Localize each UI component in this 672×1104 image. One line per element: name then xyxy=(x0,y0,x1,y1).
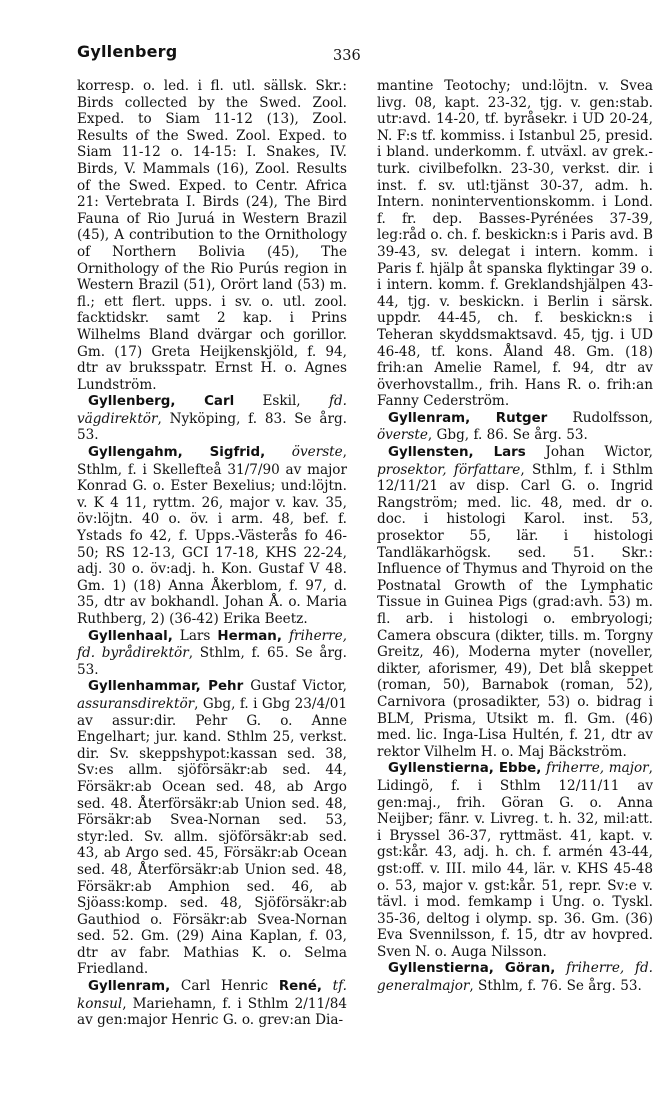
entry-continuation xyxy=(377,78,653,410)
entry-headword: Gyllenram, xyxy=(88,979,171,995)
entry-title: assuransdirektör xyxy=(77,695,195,712)
entry-gyllenram-rutger xyxy=(377,410,653,444)
entry-title: prosektor, författare xyxy=(377,461,521,478)
entry-headword: Gyllenberg, Carl xyxy=(88,394,235,410)
entry-headword: Gyllenhaal, xyxy=(88,628,173,644)
entry-title: friherre, fd. byrådirektör xyxy=(77,627,347,662)
entry-text: , Nyköping, f. 83. Se årg. 53. xyxy=(77,410,347,444)
entry-headword-given-name: René, xyxy=(278,979,322,995)
entry-title: överste xyxy=(377,427,428,444)
entry-text: Lars xyxy=(172,627,218,644)
entry-text: , Sthlm, f. 65. Se årg. 53. xyxy=(77,645,347,678)
entry-gyllenstierna-goran xyxy=(377,960,653,994)
entry-gyllenram-rene xyxy=(77,978,347,1029)
entry-text: , Gbg, f. i Gbg 23/4/01 av assur:dir. Pehr G. o. Anne Engelhart; jur. kand. Sthlm 25, verkst. dir. Sv. skeppshypot:kassan sed. 38, Sv:es allm. sjöförsäkr:ab sed. 44, Försäkr:ab Ocean sed. 48, ab Argo sed. 48. Återförsäkr:ab Union sed. 48, Försäkr:ab Svea-Nornan sed. 53, styr:led. Sv. allm. sjöförsäkr:ab sed. 43, ab Argo sed. 45, Försäkr:ab Ocean sed. 48, Återförsäkr:ab Union sed. 48, Försäkr:ab Amphion sed. 46, ab Sjöass:komp. sed. 48, Sjöförsäkr:ab Gauthiod o. Försäkr:ab Svea-Nornan sed. 52. Gm. (29) Aina Kaplan, f. 03, dtr av fabr. Mathias K. o. Selma Friedland. xyxy=(77,695,347,978)
entry-text: Carl Henric xyxy=(170,978,279,995)
entry-headword: Gyllensten, Lars xyxy=(388,445,526,461)
entry-text: , Mariehamn, f. i Sthlm 2/11/84 av gen:major Henric G. o. grev:an Dia- xyxy=(77,995,347,1029)
entry-text: , Gbg, f. 86. Se årg. 53. xyxy=(427,427,588,444)
left-column xyxy=(77,78,347,1029)
entry-title: friherre, major xyxy=(546,760,649,777)
running-head: Gyllenberg xyxy=(77,42,178,61)
entry-continuation xyxy=(77,78,347,393)
entry-headword: Gyllenstierna, Ebbe, xyxy=(388,761,542,777)
entry-headword: Gyllengahm, Sigfrid, xyxy=(88,445,266,461)
entry-gyllengahm-sigfrid xyxy=(77,444,347,628)
entry-text xyxy=(265,444,292,460)
entry-text: korresp. o. led. i fl. utl. sällsk. Skr.: Birds collected by the Swed. Zool. Exped. to Siam 11-12 (13), Zool. Results of the Swed. Zool. Exped. to Siam 11-12 o. 14-15: I. Snakes, IV. Birds, V. Mammals (16), Zool. Results of the Swed. Exped. to Centr. Africa 21: Vertebrata I. Birds (24), The Bird Fauna of Rio Juruá in Western Brazil (45), A contribution to the Ornithology of Northern Bolivia (45), The Ornithology of the Rio Purús region in Western Brazil (51), Orört land (53) m. fl.; ett flert. upps. i sv. o. utl. zool. facktidskr. samt 2 kap. i Prins Wilhelms Bland dvärgar och gorillor. Gm. (17) Greta Heijkenskjöld, f. 94, dtr av bruksspatr. Ernst H. o. Agnes Lundström. xyxy=(77,78,347,393)
entry-text: , Lidingö, f. i Sthlm 12/11/11 av gen:maj., frih. Göran G. o. Anna Neijber; fänr. v. Livreg. t. h. 32, mil:att. i Bryssel 36-37, ryttmäst. 41, kapt. v. gst:kår. 43, adj. h. ch. f. armén 43-44, gst:off. v. III. milo 44, lär. v. KHS 45-48 o. 53, major v. gst:kår. 51, repr. Sv:e v. tävl. i mod. femkamp i Ung. o. Tyskl. 35-36, deltog i olymp. sp. 36. Gm. (36) Eva Svennilsson, f. 15, dtr av hovpred. Sven N. o. Auga Nilsson. xyxy=(377,760,653,960)
entry-gyllenhammar-pehr xyxy=(77,678,347,978)
entry-text xyxy=(555,960,566,976)
entry-text: , Sthlm, f. 76. Se årg. 53. xyxy=(469,978,642,995)
entry-headword: Gyllenhammar, Pehr xyxy=(88,679,244,695)
entry-text: , Sthlm, f. i Skellefteå 31/7/90 av major Konrad G. o. Ester Bexelius; und:löjtn. v. K 4 11, ryttm. 26, major v. kav. 35, öv:löjtn. 40 o. öv. i arm. 48, bef. f. Ystads fo 42, f. Upps.-Västerås fo 46-50; RS 12-13, GCI 17-18, KHS 22-24, adj. 30 o. öv:adj. h. Kon. Gustaf V 48. Gm. 1) (18) Anna Åkerblom, f. 97, d. 35, dtr av bokhandl. Johan Å. o. Maria Ruthberg, 2) (36-42) Erika Beetz. xyxy=(77,444,347,627)
entry-title: friherre, fd. generalmajor xyxy=(377,960,653,995)
entry-text: mantine Teotochy; und:löjtn. v. Svea livg. 08, kapt. 23-32, tjg. v. gen:stab. utr:avd. 14-20, tf. byråsekr. i UD 20-24, N. F:s tf. kommiss. i Istanbul 25, presid. i bland. underkomm. f. utväxl. av grek.-turk. civilbefolkn. 23-30, verkst. dir. i inst. f. sv. utl:tjänst 30-37, adm. h. Intern. noninterventionskomm. i Lond. f. fr. dep. Basses-Pyrénées 37-39, leg:råd o. ch. f. beskickn:s i Paris avd. B 39-43, sv. delegat i intern. komm. i Paris f. hjälp åt spanska flyktingar 39 o. i intern. komm. f. Greklandshjälpen 43-44, tjg. v. beskickn. i Berlin i särsk. uppdr. 44-45, ch. f. beskickn:s i Teheran skyddsmaktsavd. 45, tjg. i UD 46-48, tf. kons. Åland 48. Gm. (18) frih:an Amelie Ramel, f. 94, dtr av överhovstallm., frih. Hans R. o. frih:an Fanny Cederström. xyxy=(377,78,653,410)
entry-headword: Gyllenstierna, Göran, xyxy=(388,961,556,977)
entry-gyllenhaal-herman xyxy=(77,628,347,679)
entry-title: överste xyxy=(291,444,343,461)
right-column xyxy=(377,78,653,995)
page-number: 336 xyxy=(333,48,361,64)
entry-text: Gustaf Victor, xyxy=(243,678,347,695)
entry-text: Eskil, xyxy=(234,393,329,410)
entry-text: , Sthlm, f. i Sthlm 12/11/21 av disp. Carl G. o. Ingrid Rangström; med. lic. 48, med. dr o. doc. i histologi Karol. inst. 53, prosektor 55, lär. i histologi Tandläkarhögsk. sed. 51. Skr.: Influence of Thymus and Thyroid on the Postnatal Growth of the Lymphatic Tissue in Guinea Pigs (grad:avh. 53) m. fl. arb. i histologi o. embryologi; Camera obscura (dikter, tills. m. Torgny Greitz, 46), Moderna myter (noveller, dikter, aforismer, 49), Det blå skeppet (roman, 50), Barnabok (roman, 52), Carnivora (prosadikter, 53) o. bidrag i BLM, Prisma, Utsikt m. fl. Gm. (46) med. lic. Inga-Lisa Hultén, f. 21, dtr av rektor Vilhelm H. o. Maj Bäckström. xyxy=(377,461,653,760)
entry-headword: Gyllenram, Rutger xyxy=(388,410,548,426)
entry-gyllenberg-carl xyxy=(77,393,347,444)
entry-headword-given-name: Herman, xyxy=(217,628,282,644)
entry-title: tf. konsul xyxy=(77,978,347,1012)
entry-gyllensten-lars xyxy=(377,444,653,760)
entry-text xyxy=(282,628,289,644)
entry-text: Rudolfsson, xyxy=(547,409,653,426)
entry-title: fd. vägdirektör xyxy=(77,393,347,427)
entry-text: Johan Wictor, xyxy=(525,444,653,461)
entry-gyllenstierna-ebbe xyxy=(377,760,653,960)
entry-text xyxy=(322,978,333,994)
